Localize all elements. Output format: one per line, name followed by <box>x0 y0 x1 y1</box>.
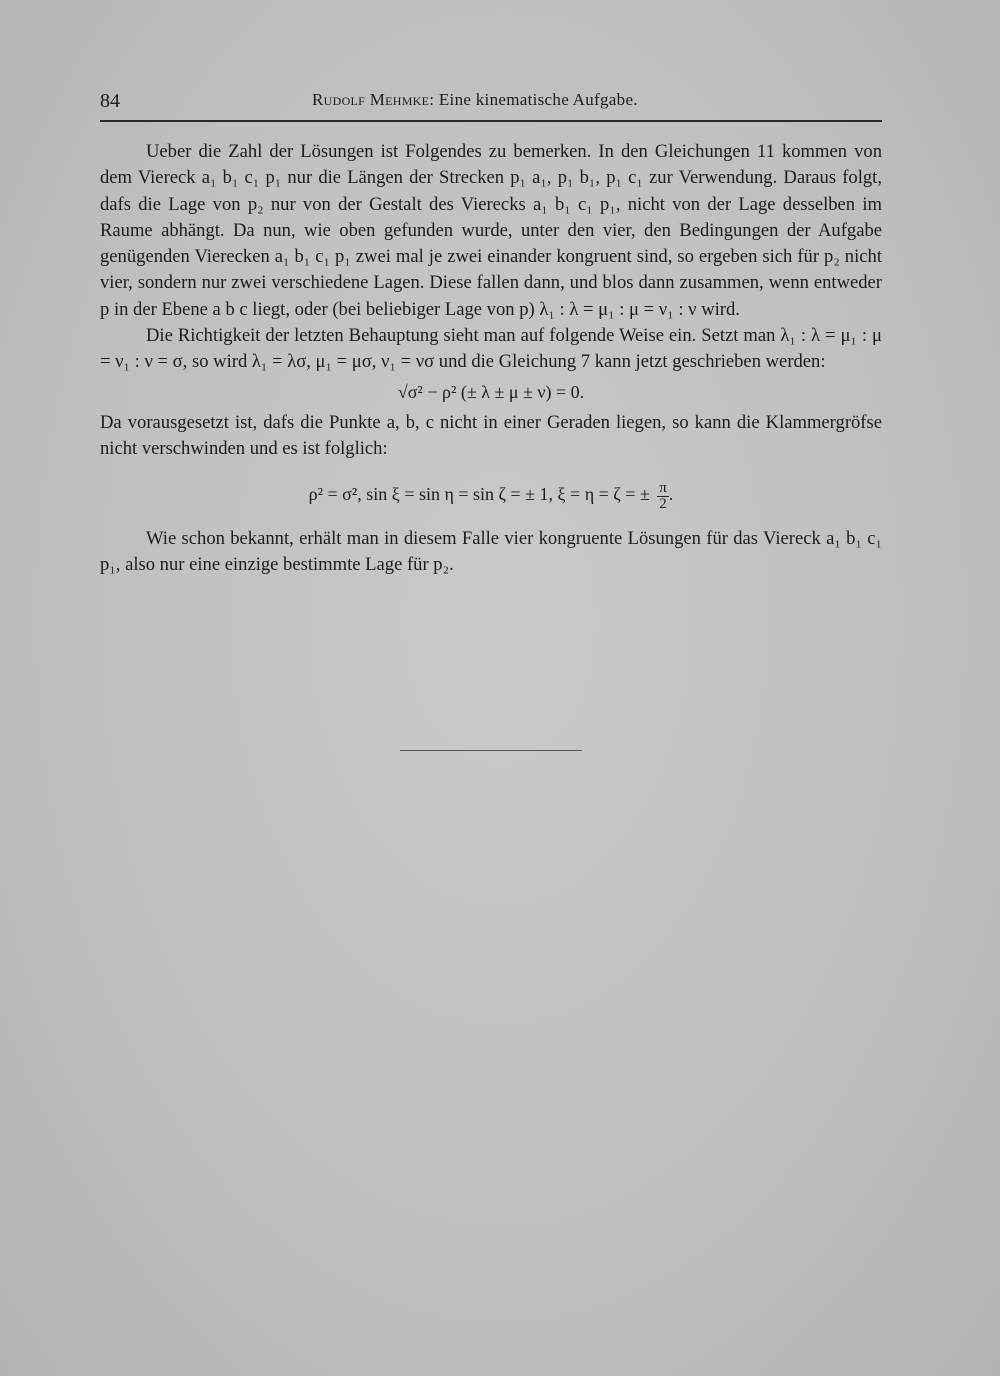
fraction-denominator: 2 <box>659 495 667 512</box>
body-text <box>100 139 882 578</box>
paragraph-final: Wie schon bekannt, erhält man in diesem Falle vier kongruente Lösungen für das Viereck a₁ b₁ c₁ p₁, also nur eine einzige bestimmte Lage für p₂. <box>100 527 882 575</box>
article-title: Eine kinematische Aufgabe. <box>438 90 638 109</box>
section-rule <box>400 750 582 751</box>
page-number: 84 <box>100 90 120 112</box>
equation-angles-text: ρ² = σ², sin ξ = sin η = sin ζ = ± 1, ξ = η = ζ = ± <box>308 484 650 505</box>
paragraph-conclusion: Da vorausgesetzt ist, dafs die Punkte a, b, c nicht in einer Geraden liegen, so kann die Klammergröfse nicht verschwinden und es ist folglich: <box>100 411 882 459</box>
fraction-pi-half <box>657 481 669 512</box>
equation-root: √σ² − ρ² (± λ ± μ ± ν) = 0. <box>397 381 585 402</box>
running-header <box>100 90 882 122</box>
author-name: Rudolf Mehmke: <box>312 90 435 109</box>
fraction-numerator: π <box>659 479 667 496</box>
equation-angles <box>100 480 882 511</box>
bleed-through <box>102 690 106 710</box>
paragraph-proof: Die Richtigkeit der letzten Behauptung sieht man auf folgende Weise ein. Setzt man λ₁ : λ = μ₁ : μ = ν₁ : ν = σ, so wird λ₁ = λσ, μ₁ = μσ, ν₁ = νσ und die Gleichung 7 kann jetzt geschrieben werden: <box>100 325 882 373</box>
equation-period: . <box>668 484 674 505</box>
paragraph-solutions: Ueber die Zahl der Lösungen ist Folgendes zu bemerken. In den Gleichungen 11 kommen von dem Viereck a₁ b₁ c₁ p₁ nur die Längen der Strecken p₁ a₁, p₁ b₁, p₁ c₁ zur Verwendung. Daraus folgt, dafs die Lage von p₂ nur von der Gestalt des Vierecks a₁ b₁ c₁ p₁, nicht von der Lage desselben im Raume abhängt. Da nun, wie oben gefunden wurde, unter den vier, den Bedingungen der Aufgabe genügenden Vierecken a₁ b₁ c₁ p₁ zwei mal je zwei einander kongruent sind, so ergeben sich für p₂ nicht vier, sondern nur zwei verschiedene Lagen. Diese fallen dann, und blos dann zusammen, wenn entweder p in der Ebene a b c liegt, oder (bei beliebiger Lage von p) λ₁ : λ = μ₁ : μ = ν₁ : ν wird. <box>100 141 882 320</box>
running-title <box>312 90 638 110</box>
